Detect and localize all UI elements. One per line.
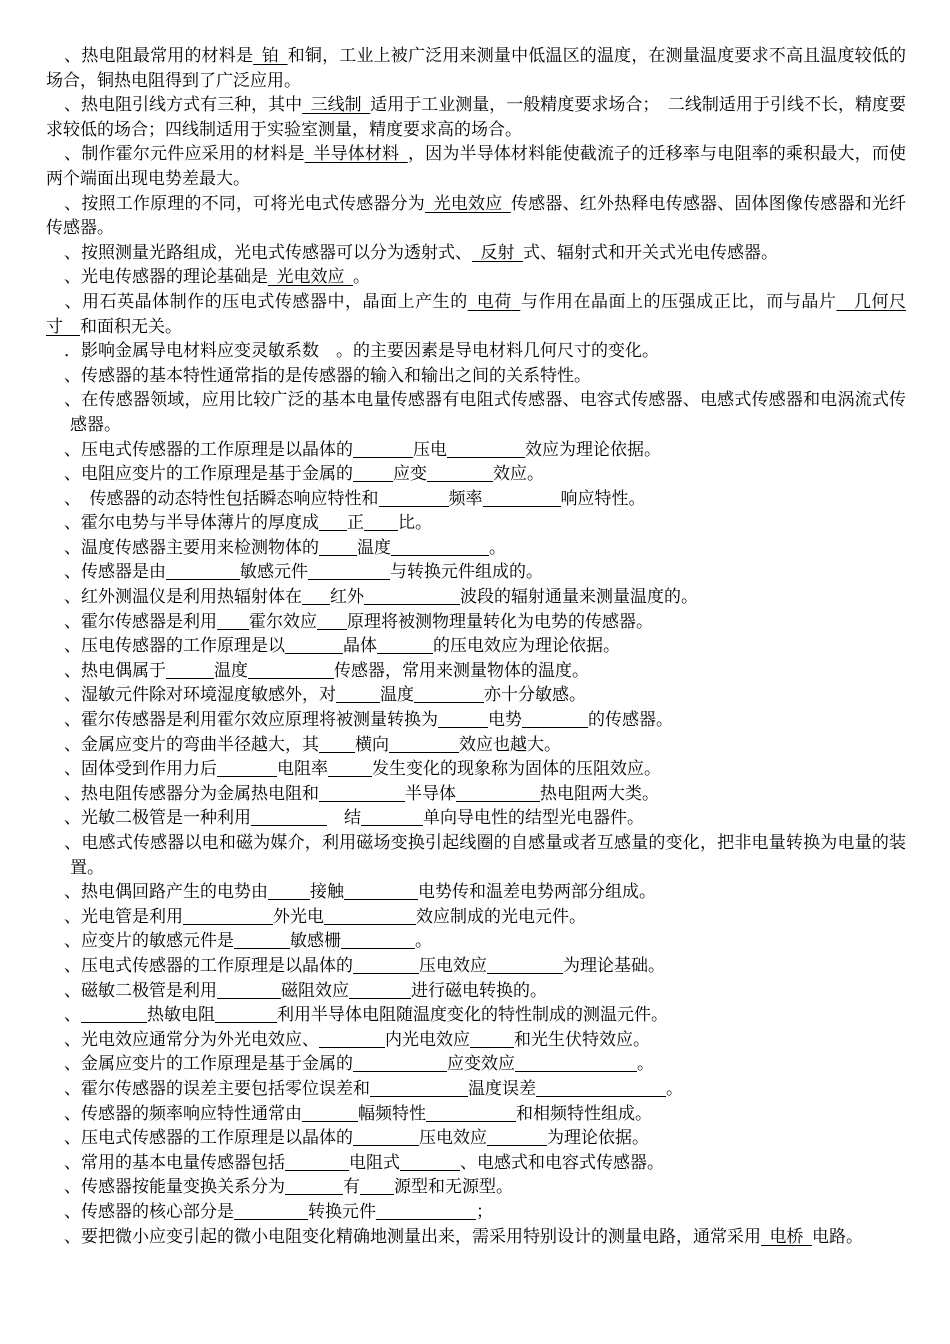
question-text: ．影响金属导电材料应变灵敏系数 。的主要因素是导电材料几何尺寸的变化。 (64, 341, 659, 362)
question-text: 和光生伏特效应。 (514, 1029, 650, 1050)
fill-blank-line (427, 464, 493, 482)
fill-blank-line (302, 587, 330, 605)
question-line (46, 93, 906, 142)
question-text: 。 (666, 1078, 683, 1099)
question-text: 、电感式和电容式传感器。 (460, 1152, 664, 1173)
question-text: 外光电 (273, 906, 324, 927)
question-line (46, 1052, 906, 1077)
question-text: 接触 (310, 882, 344, 903)
question-line (46, 290, 906, 339)
question-text: 、磁敏二极管是利用 (64, 980, 217, 1001)
question-text: 热敏电阻 (147, 1005, 215, 1026)
question-line (46, 929, 906, 954)
question-text: 半导体 (405, 783, 456, 804)
fill-blank-line (487, 956, 563, 974)
question-text: 、传感器是由 (64, 562, 166, 583)
question-line (46, 585, 906, 610)
question-line (46, 487, 906, 512)
question-text: 热电阻两大类。 (540, 783, 659, 804)
fill-blank-line (319, 538, 357, 556)
question-line (46, 1126, 906, 1151)
question-text: 、按照测量光路组成，光电式传感器可以分为透射式、 (64, 242, 472, 263)
question-text: 转换元件 (308, 1201, 376, 1222)
fill-blank-line (324, 907, 416, 925)
answer-text: 光电效应 (276, 267, 345, 288)
question-text: 、温度传感器主要用来检测物体的 (64, 537, 319, 558)
question-text: 。 (415, 931, 432, 952)
fill-blank-line (400, 1153, 460, 1171)
question-text: 、压电式传感器的工作原理是以晶体的 (64, 439, 353, 460)
fill-blank-line (336, 685, 380, 703)
fill-blank-line (319, 1030, 385, 1048)
question-text: 温度 (380, 685, 414, 706)
question-line (46, 757, 906, 782)
question-text: 电势 (488, 710, 522, 731)
question-line (46, 733, 906, 758)
question-text: 为理论基础。 (563, 955, 665, 976)
fill-blank-line (285, 1153, 349, 1171)
fill-blank-line (217, 612, 249, 630)
question-text: 磁阻效应 (281, 980, 349, 1001)
question-text: 、在传感器领域，应用比较广泛的基本电量传感器有电阻式传感器、电容式传感器、电感式传感器和电涡流式传感器。 (64, 390, 906, 435)
question-text: 横向 (355, 734, 389, 755)
question-text: 比。 (398, 513, 432, 534)
question-text: 效应也越大。 (459, 734, 561, 755)
question-line (46, 1028, 906, 1053)
fill-blank-line (370, 1079, 468, 1097)
question-text: 、用石英晶体制作的压电式传感器中，晶面上产生的 (64, 291, 468, 312)
fill-blank-line (536, 1079, 666, 1097)
answer-text: 电荷 (476, 291, 512, 312)
answer-text: 电桥 (769, 1226, 804, 1247)
question-text: 利用半导体电阻随温度变化的特性制成的测温元件。 (277, 1005, 668, 1026)
question-line (46, 339, 906, 364)
fill-blank-line (268, 882, 310, 900)
question-line (46, 388, 906, 437)
fill-blank-line (364, 513, 398, 531)
question-text: 效应。 (493, 464, 544, 485)
fill-blank-line (515, 1054, 637, 1072)
question-text: 单向导电性的结型光电器件。 (423, 808, 644, 829)
question-text: 效应为理论依据。 (525, 439, 661, 460)
answer-text: 光电效应 (433, 193, 503, 214)
question-text: 为理论依据。 (547, 1128, 649, 1149)
question-text: 波段的辐射通量来测量温度的。 (460, 587, 698, 608)
question-line (46, 1003, 906, 1028)
question-text: 和铜，工业上被广泛用来测量中低温区的温度，在测量温度要求不高且温度较低的场合，铜热电阻得到了广泛应用。 (46, 46, 907, 91)
fill-blank-line (285, 636, 343, 654)
question-text: 效应制成的光电元件。 (416, 906, 586, 927)
question-line (46, 44, 906, 93)
question-text: 、电感式传感器以电和磁为媒介，利用磁场变换引起线圈的自感量或者互感量的变化，把非电量转换为电量的装置。 (64, 833, 906, 878)
question-line (46, 831, 906, 880)
question-text: 电势传和温差电势两部分组成。 (418, 882, 656, 903)
question-text: 电阻率 (277, 759, 328, 780)
question-text: 进行磁电转换的。 (411, 980, 547, 1001)
question-text: 、传感器的频率响应特性通常由 (64, 1103, 302, 1124)
question-text: 、红外测温仪是利用热辐射体在 (64, 587, 302, 608)
question-text: 、霍尔电势与半导体薄片的厚度成 (64, 513, 319, 534)
fill-blank-line (364, 587, 460, 605)
fill-blank-line (414, 685, 484, 703)
question-text: 正 (347, 513, 364, 534)
question-line (46, 1102, 906, 1127)
answer-underlined (468, 292, 521, 312)
fill-blank-line (215, 1005, 277, 1023)
answer-underlined (425, 194, 511, 214)
fill-blank-line (251, 808, 327, 826)
fill-blank-line (456, 784, 540, 802)
question-text: 、霍尔传感器的误差主要包括零位误差和 (64, 1078, 370, 1099)
question-text: 、传感器按能量变换关系分为 (64, 1177, 285, 1198)
fill-blank-line (353, 440, 413, 458)
fill-blank-line (285, 1177, 343, 1195)
question-text: 亦十分敏感。 (484, 685, 586, 706)
question-text: 、 (64, 1005, 81, 1026)
question-line (46, 438, 906, 463)
question-text: 电阻式 (349, 1152, 400, 1173)
fill-blank-line (302, 1104, 358, 1122)
question-text: 。 (489, 537, 506, 558)
question-text: 、热电阻传感器分为金属热电阻和 (64, 783, 319, 804)
question-text: 、制作霍尔元件应采用的材料是 (64, 144, 305, 165)
question-text: 、 传感器的动态特性包括瞬态响应特性和 (64, 488, 379, 509)
fill-blank-line (361, 808, 423, 826)
answer-underlined (302, 95, 370, 115)
fill-blank-line (379, 489, 449, 507)
question-line (46, 979, 906, 1004)
fill-blank-line (234, 1202, 308, 1220)
question-text: 敏感栅 (290, 931, 341, 952)
question-text: 、光电效应通常分为外光电效应、 (64, 1029, 319, 1050)
question-text: 传感器，常用来测量物体的温度。 (334, 660, 589, 681)
question-line (46, 364, 906, 389)
question-text: 温度 (214, 660, 248, 681)
fill-blank-line (353, 956, 419, 974)
question-text: 。 (637, 1054, 654, 1075)
fill-blank-line (522, 710, 588, 728)
fill-blank-line (470, 1030, 514, 1048)
question-text: 的压电效应为理论依据。 (433, 636, 620, 657)
question-text: 温度 (357, 537, 391, 558)
question-text: 幅频特性 (358, 1103, 426, 1124)
question-text: 传感器、红外热释电传感器、固体图像传感器和光纤传感器。 (46, 193, 907, 239)
question-line (46, 634, 906, 659)
exam-answer-sheet (46, 44, 906, 1249)
question-text: 、压电传感器的工作原理是以 (64, 636, 285, 657)
question-line (46, 192, 906, 241)
question-text: 。 (353, 267, 370, 288)
question-text: 、金属应变片的弯曲半径越大，其 (64, 734, 319, 755)
question-text: 、热电偶属于 (64, 660, 166, 681)
question-text: 、传感器的基本特性通常指的是传感器的输入和输出之间的关系特性。 (64, 365, 591, 386)
fill-blank-line (487, 1128, 547, 1146)
fill-blank-line (438, 710, 488, 728)
fill-blank-line (308, 562, 390, 580)
answer-text: 铂 (261, 46, 280, 66)
question-text: ； (476, 1201, 493, 1222)
fill-blank-line (166, 562, 240, 580)
question-text: 、热电阻引线方式有三种，其中 (64, 95, 303, 116)
question-text: 源型和无源型。 (394, 1177, 513, 1198)
question-text: 、热电阻最常用的材料是 (64, 46, 254, 66)
fill-blank-line (391, 538, 489, 556)
fill-blank-line (183, 907, 273, 925)
question-line (46, 880, 906, 905)
fill-blank-line (389, 735, 459, 753)
fill-blank-line (353, 464, 393, 482)
fill-blank-line (317, 612, 347, 630)
question-line (46, 659, 906, 684)
question-text: 内光电效应 (385, 1029, 470, 1050)
question-line (46, 1200, 906, 1225)
question-text: 应变效应 (447, 1054, 515, 1075)
question-text: 红外 (330, 587, 364, 608)
answer-underlined (268, 267, 353, 287)
question-line (46, 1175, 906, 1200)
fill-blank-line (353, 1128, 419, 1146)
question-text: 敏感元件 (240, 562, 308, 583)
answer-underlined (472, 243, 523, 263)
question-line (46, 610, 906, 635)
question-line (46, 265, 906, 290)
fill-blank-line (353, 1054, 447, 1072)
question-line (46, 683, 906, 708)
question-line (46, 905, 906, 930)
question-text: 、要把微小应变引起的微小电阻变化精确地测量出来，需采用特别设计的测量电路，通常采用 (64, 1226, 761, 1247)
fill-blank-line (319, 784, 405, 802)
question-text: 温度误差 (468, 1078, 536, 1099)
question-text: 有 (343, 1177, 360, 1198)
question-line (46, 806, 906, 831)
question-text: 晶体 (343, 636, 377, 657)
fill-blank-line (328, 759, 372, 777)
question-text: 、固体受到作用力后 (64, 759, 217, 780)
question-text: 与转换元件组成的。 (390, 562, 543, 583)
question-text: 压电效应 (419, 1128, 487, 1149)
fill-blank-line (376, 1202, 476, 1220)
fill-blank-line (426, 1104, 516, 1122)
fill-blank-line (81, 1005, 147, 1023)
question-text: 压电 (413, 439, 447, 460)
question-text: 、电阻应变片的工作原理是基于金属的 (64, 464, 353, 485)
question-text: 结 (327, 808, 361, 829)
question-text: 、金属应变片的工作原理是基于金属的 (64, 1054, 353, 1075)
fill-blank-line (360, 1177, 394, 1195)
fill-blank-line (344, 882, 418, 900)
question-text: 、压电式传感器的工作原理是以晶体的 (64, 955, 353, 976)
question-line (46, 1225, 906, 1250)
question-text: 电路。 (812, 1226, 863, 1247)
question-line (46, 536, 906, 561)
question-text: 、霍尔传感器是利用霍尔效应原理将被测量转换为 (64, 710, 438, 731)
question-text: 、压电式传感器的工作原理是以晶体的 (64, 1128, 353, 1149)
answer-underlined (761, 1227, 812, 1247)
question-line (46, 560, 906, 585)
fill-blank-line (319, 735, 355, 753)
fill-blank-line (319, 513, 347, 531)
question-text: 和相频特性组成。 (516, 1103, 652, 1124)
question-text: 适用于工业测量，一般精度要求场合； 二线制适用于引线不长，精度要求较低的场合；四线制适用于实验室测量，精度要求高的场合。 (46, 95, 907, 140)
question-text: 式、辐射式和开关式光电传感器。 (523, 242, 778, 263)
question-text: 压电效应 (419, 955, 487, 976)
question-text: 频率 (448, 488, 483, 509)
question-text: 、常用的基本电量传感器包括 (64, 1152, 285, 1173)
question-line (46, 1151, 906, 1176)
question-text: 、热电偶回路产生的电势由 (64, 882, 268, 903)
question-text: 、光电管是利用 (64, 906, 183, 927)
answer-text: 三线制 (310, 95, 362, 116)
question-line (46, 782, 906, 807)
answer-underlined (253, 46, 287, 66)
answer-text: 反射 (480, 242, 515, 263)
fill-blank-line (217, 981, 281, 999)
question-text: 、光电传感器的理论基础是 (64, 267, 268, 288)
question-line (46, 1077, 906, 1102)
question-text: 和面积无关。 (80, 316, 182, 337)
question-text: 应变 (393, 464, 427, 485)
fill-blank-line (341, 931, 415, 949)
question-text: 霍尔效应 (249, 611, 317, 632)
question-text: ，因为半导体材料能使截流子的迁移率与电阻率的乘积最大，而使两个端面出现电势差最大。 (46, 144, 907, 189)
fill-blank-line (166, 661, 214, 679)
question-text: 与作用在晶面上的压强成正比，而与晶片 (520, 291, 837, 312)
question-text: 、光敏二极管是一种利用 (64, 808, 251, 829)
answer-text: 几何尺寸 (46, 291, 907, 337)
question-text: 的传感器。 (588, 710, 673, 731)
question-line (46, 954, 906, 979)
question-text: 、应变片的敏感元件是 (64, 931, 234, 952)
question-text: 、霍尔传感器是利用 (64, 611, 217, 632)
question-text: 、湿敏元件除对环境湿度敏感外，对 (64, 685, 336, 706)
answer-text: 半导体材料 (313, 144, 400, 165)
question-text: 、按照工作原理的不同，可将光电式传感器分为 (64, 193, 425, 214)
answer-underlined (305, 144, 408, 164)
fill-blank-line (377, 636, 433, 654)
question-text: 响应特性。 (560, 488, 646, 509)
question-line (46, 708, 906, 733)
fill-blank-line (447, 440, 525, 458)
fill-blank-line (483, 489, 561, 507)
question-line (46, 511, 906, 536)
fill-blank-line (248, 661, 334, 679)
question-line (46, 142, 906, 191)
question-line (46, 241, 906, 266)
question-text: 发生变化的现象称为固体的压阻效应。 (372, 759, 661, 780)
fill-blank-line (234, 931, 290, 949)
question-text: 、传感器的核心部分是 (64, 1201, 234, 1222)
question-line (46, 462, 906, 487)
fill-blank-line (349, 981, 411, 999)
fill-blank-line (217, 759, 277, 777)
question-text: 原理将被测物理量转化为电势的传感器。 (347, 611, 653, 632)
